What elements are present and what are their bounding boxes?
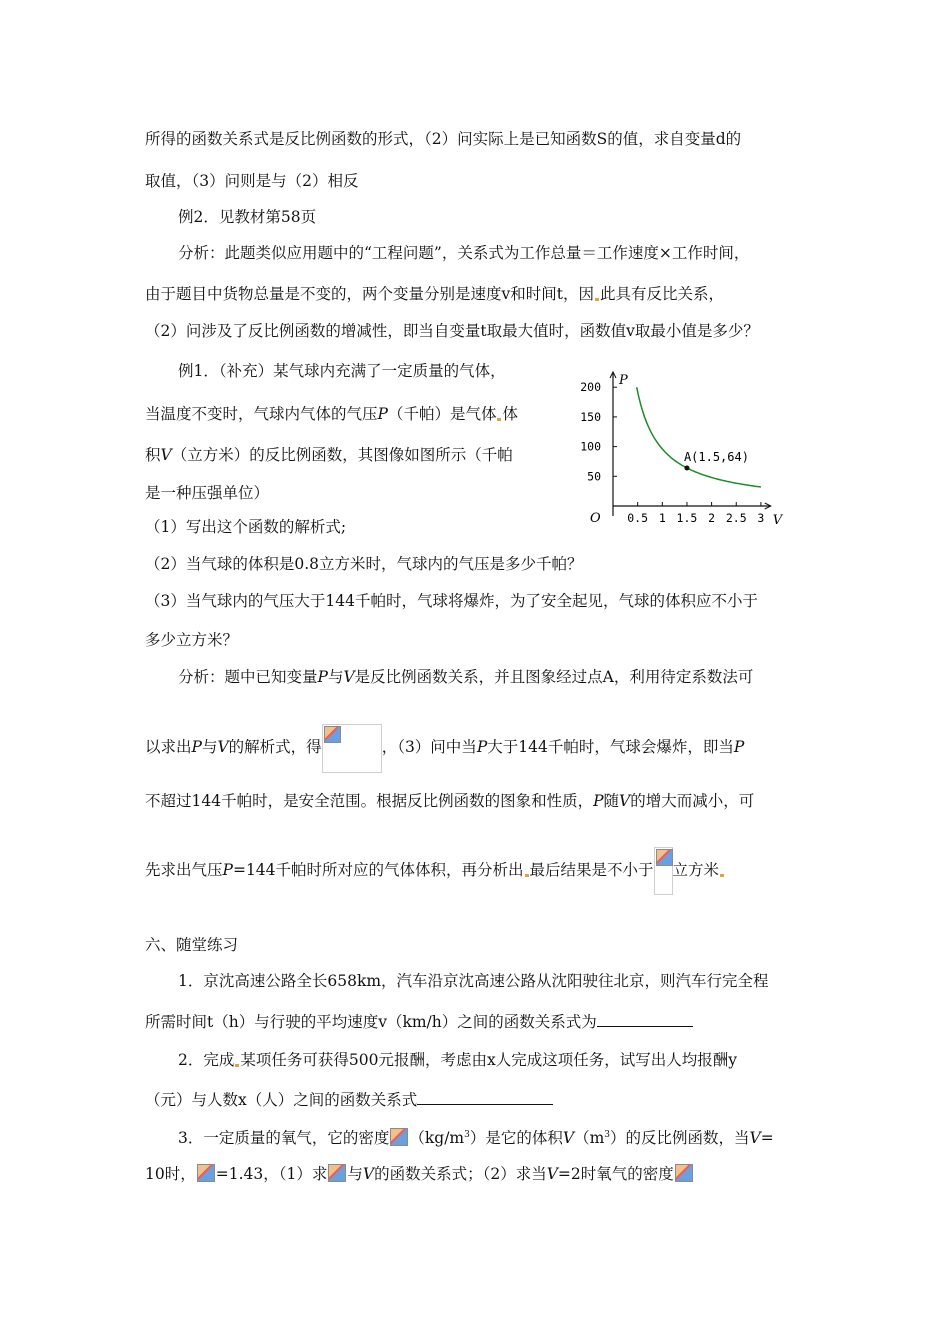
text-line: 取值，（3）问则是与（2）相反 — [145, 172, 359, 190]
anchor-mark — [595, 298, 599, 301]
broken-image-icon — [390, 1128, 408, 1146]
point-a — [684, 465, 689, 470]
answer-blank[interactable] — [417, 1090, 553, 1105]
exercise-1: 1．京沈高速公路全长658km，汽车沿京沈高速公路从沈阳驶往北京，则汽车行完全程 — [178, 972, 769, 990]
text-line: 积V（立方米）的反比例函数，其图像如图所示（千帕 — [145, 446, 513, 464]
section-6-heading: 六、随堂练习 — [145, 936, 239, 954]
curve-series — [637, 387, 761, 487]
exercise-2: 2．完成 某项任务可获得500元报酬，考虑由x人完成这项任务，试写出人均报酬y — [178, 1051, 737, 1069]
analysis-line: 分析：此题类似应用题中的“工程问题”，关系式为工作总量＝工作速度×工作时间， — [178, 244, 750, 262]
inverse-function-chart — [580, 368, 783, 528]
question-2: （2）当气球的体积是0.8立方米时，气球内的气压是多少千帕？ — [145, 555, 583, 573]
question-1: （1）写出这个函数的解析式; — [145, 518, 347, 536]
x-tick-label: 2 — [708, 511, 716, 525]
y-tick-label: 150 — [580, 409, 601, 424]
x-tick-label: 3 — [757, 511, 765, 525]
origin-label: O — [590, 511, 601, 526]
text-line: 不超过144千帕时，是安全范围。根据反比例函数的图象和性质，P随V的增大而减小，可 — [145, 792, 755, 810]
exercise-3: 3．一定质量的氧气，它的密度 $(kg/m^3)$是它的体积$V(m^3)$的反比例函数，当V= — [178, 1129, 774, 1148]
anchor-mark — [720, 874, 724, 877]
text-line: 由于题目中货物总量是不变的，两个变量分别是速度v和时间t，因 此具有反比关系， — [145, 285, 725, 303]
x-tick-label: 1.5 — [676, 511, 698, 525]
y-tick-label: 200 — [580, 380, 601, 395]
y-axis-label: P — [619, 373, 628, 388]
broken-image-icon — [328, 1164, 346, 1182]
x-tick-label: 2.5 — [725, 511, 747, 525]
example-2-heading: 例2．见教材第58页 — [178, 208, 317, 226]
analysis-line: 分析：题中已知变量P与V是反比例函数关系，并且图象经过点A，利用待定系数法可 — [178, 668, 754, 686]
text-line: （元）与人数x（人）之间的函数关系式 — [145, 1089, 553, 1111]
text-line: 所得的函数关系式是反比例函数的形式，（2）问实际上是已知函数S的值，求自变量d的 — [145, 130, 742, 148]
text-line: 是一种压强单位） — [145, 484, 270, 502]
example-1-heading: 例1．（补充）某气球内充满了一定质量的气体， — [178, 362, 506, 380]
x-tick-label: 0.5 — [627, 511, 649, 525]
broken-image-icon — [324, 726, 341, 743]
answer-blank[interactable] — [597, 1012, 693, 1027]
text-line: 以求出P与V的解析式，得 ，（3）问中当P大于144千帕时，气球会爆炸，即当P — [145, 722, 744, 773]
formula-image-placeholder — [322, 724, 382, 773]
broken-image-icon — [197, 1164, 215, 1182]
y-tick-label: 100 — [580, 439, 601, 454]
anchor-mark — [525, 874, 529, 877]
x-axis-label: V — [772, 513, 783, 528]
text-line: 多少立方米？ — [145, 631, 239, 649]
text-line: （2）问涉及了反比例函数的增减性，即当自变量t取最大值时，函数值v取最小值是多少？ — [145, 322, 759, 340]
x-tick-label: 1 — [658, 511, 666, 525]
anchor-mark — [235, 1064, 239, 1067]
text-line: 先求出气压P=144千帕时所对应的气体体积，再分析出 最后结果是不小于 立方米 — [145, 846, 725, 895]
text-line: 所需时间t（h）与行驶的平均速度v（km/h）之间的函数关系式为 — [145, 1011, 693, 1033]
text-line: 10时， =1.43，（1）求 与V的函数关系式；（2）求当V=2时氧气的密度 — [145, 1163, 694, 1185]
text-line: 当温度不变时，气球内气体的气压P（千帕）是气体 体 — [145, 405, 518, 423]
broken-image-icon — [656, 849, 673, 866]
y-tick-label: 50 — [587, 469, 601, 484]
anchor-mark — [497, 418, 501, 421]
point-a-label: A(1.5,64) — [683, 449, 749, 464]
question-3: （3）当气球内的气压大于144千帕时，气球将爆炸，为了安全起见，气球的体积应不小于 — [145, 592, 758, 610]
formula-image-placeholder — [654, 847, 673, 895]
broken-image-icon — [675, 1164, 693, 1182]
